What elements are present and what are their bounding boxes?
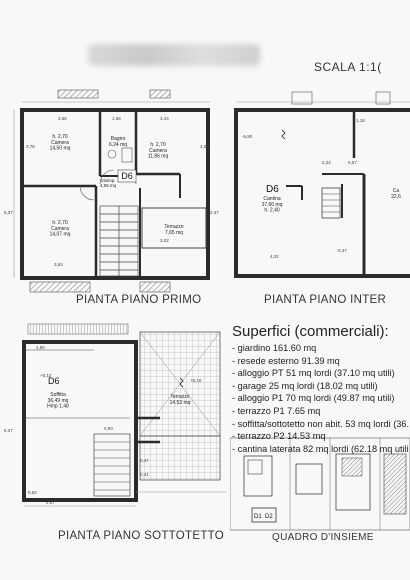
unit-marker: D1 (254, 514, 262, 520)
svg-text:3,53: 3,53 (200, 144, 209, 149)
svg-text:3,76: 3,76 (26, 144, 35, 149)
room-label: Cantina 37,60 mq h. 2,40 (261, 196, 283, 214)
superfici-item: - giardino 161.60 mq (232, 342, 409, 355)
room-label: h. 2,70 Camera 11,86 mq (147, 142, 169, 160)
room-label: Disimp. 4,58 mq (99, 178, 117, 189)
caption-piano-primo: PIANTA PIANO PRIMO (76, 294, 202, 306)
svg-text:0,57: 0,57 (348, 160, 357, 165)
superfici-item: - soffitta/sottotetto non abit. 53 mq lordi (36. (232, 418, 409, 431)
plan-piano-primo (0, 88, 222, 298)
unit-marker: D2 (265, 514, 273, 520)
svg-text:0,41: 0,41 (140, 472, 149, 477)
svg-text:0,62: 0,62 (28, 490, 37, 495)
svg-text:4,97: 4,97 (46, 500, 55, 505)
svg-text:3,66: 3,66 (58, 116, 67, 121)
svg-text:0,90: 0,90 (104, 426, 113, 431)
room-label: Terrazzo 14,53 mq (169, 394, 191, 406)
superfici-item: - garage 25 mq lordi (18.02 mq utili) (232, 380, 409, 393)
scale-label: SCALA 1:1( (314, 60, 382, 74)
svg-text:h. 2,70Camera14,50 mq (50, 134, 71, 152)
superfici-list (232, 342, 409, 455)
superfici-item: - alloggio P1 70 mq lordi (49.87 mq utili) (232, 392, 409, 405)
svg-text:5,37: 5,37 (4, 210, 13, 215)
unit-marker: D6 (121, 171, 133, 181)
svg-text:4,32: 4,32 (270, 254, 279, 259)
svg-text:1,18: 1,18 (356, 118, 365, 123)
superfici-item: - resede esterno 91.39 mq (232, 355, 409, 368)
unit-marker: D6 (48, 376, 60, 386)
plan-piano-intermedio (226, 88, 410, 288)
svg-text:1,66: 1,66 (112, 116, 121, 121)
room-label: Terrazzo 7,65 mq (164, 224, 184, 236)
superfici-title: Superfici (commerciali): (232, 323, 389, 340)
svg-text:3,62: 3,62 (54, 262, 63, 267)
superfici-item: - cantina laterata 82 mq lordi (62.18 mq utili (232, 443, 409, 456)
svg-text:-5,90: -5,90 (242, 134, 253, 139)
superfici-item: - alloggio PT 51 mq lordi (37.10 mq utili) (232, 367, 409, 380)
svg-text:2,22: 2,22 (322, 160, 331, 165)
room-label: h. 2,70 Camera 14,50 mq (49, 134, 71, 152)
plan-piano-sottotetto (0, 322, 226, 528)
caption-piano-sottotetto: PIANTA PIANO SOTTOTETTO (58, 530, 225, 542)
svg-text:3,44: 3,44 (160, 116, 169, 121)
room-label: Bagno 6,24 mq (108, 136, 128, 148)
superfici-item: - terrazzo P1 7.65 mq (232, 405, 409, 418)
svg-text:5,37: 5,37 (4, 428, 13, 433)
superfici-item: - terrazzo P2 14.53 mq (232, 430, 409, 443)
svg-text:+5,10: +5,10 (190, 378, 202, 383)
svg-text:3,02: 3,02 (160, 238, 169, 243)
redacted-title (88, 44, 260, 66)
svg-text:2,47: 2,47 (210, 210, 219, 215)
room-label: Ca 22,6 (391, 188, 401, 200)
svg-text:+5,10: +5,10 (40, 373, 52, 378)
caption-quadro-insieme: QUADRO D'INSIEME (272, 532, 374, 543)
svg-text:4,80: 4,80 (36, 345, 45, 350)
svg-text:0,47: 0,47 (140, 458, 149, 463)
room-label: h. 2,70 Camera 14,07 mq (49, 220, 71, 238)
svg-text:0,47: 0,47 (338, 248, 347, 253)
caption-piano-intermedio: PIANTA PIANO INTER (264, 294, 387, 306)
room-label: Soffitta 36,49 mq Hmp 1,48 (47, 392, 69, 410)
unit-marker: D6 (266, 184, 279, 195)
